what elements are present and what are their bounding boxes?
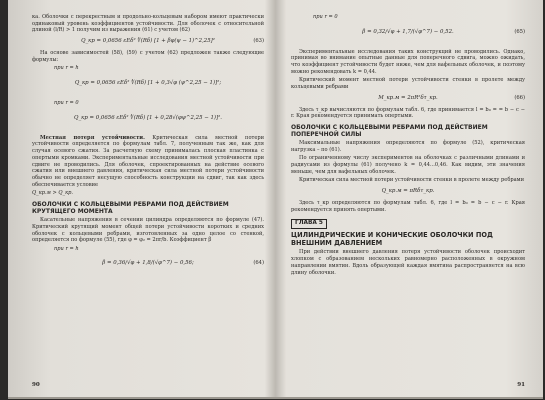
equation-number: (66) [514,94,525,101]
paragraph: Здесь τ_кр вычисляются по формулам табл. 6, где принимается l = b₀ = = b − c − r. Края рекомендуется принимать опертыми. [291,106,525,120]
paragraph: Здесь τ_кр определяются по формулам табл. 6, где l = b₀ = b − c − r. Края рекомендуется принять опертыми. [291,199,525,213]
paragraph: При действии внешнего давления потеря устойчивости оболочек происходит хлопком с образованием нескольких равномерно расположенных в окружном направлении вмятин. Вдоль образующей каждая вмятина распространяется на всю длину оболочки. [291,249,525,276]
chapter-label: ГЛАВА 5 [291,219,327,229]
formula-expression: Q_кр = 0,0656 εEδ² ∜(Rδ) [1 + βφ(ψ − 1)^2,25]² [81,38,215,45]
page-number: 90 [32,381,40,388]
paragraph: На основе зависимостей (58), (59) с учетом (62) предложен также следующие формулы: [32,50,264,63]
page-number: 91 [517,381,525,388]
condition-label: при r = h [54,65,79,72]
formula-expression: β = 0,32/√φ + 1,7/(√φ^7) − 0,52. [362,28,454,35]
formula-67 [291,186,525,198]
formula-64 [32,254,264,278]
formula-r-eq-0 [32,109,264,133]
equation-number: (63) [253,38,264,45]
condition-label: при r = h [54,245,79,252]
paragraph: Экспериментальные исследования таких конструкций не проводились. Однако, принимая во внимание опытные данные для поперечного сдвига, можно ожидать, что коэффициент устойчивости будет ниже, чем для вафельных оболочек, и поэтому можно рекомендовать k = 0,44. [291,48,525,75]
condition-label: при r = 0 [313,14,338,20]
formula-66 [291,93,525,105]
section-heading: ОБОЛОЧКИ С КОЛЬЦЕВЫМИ РЕБРАМИ ПОД ДЕЙСТВИЕМ ПОПЕРЕЧНОЙ СИЛЫ [291,124,488,139]
left-page [14,0,272,397]
formula-r-eq-h [32,74,264,98]
formula-expression: Q_кр = 0,0656 εEδ² ∜(Rδ) [1 + 0,3√φ (ψ^2,25 − 1)]²; [74,79,222,86]
formula-expression: β = 0,36/√φ + 1,8/(√φ^7) − 0,56; [102,260,194,267]
run-in-heading: Местная потеря устойчивости. [40,134,145,141]
formula-65 [291,23,525,47]
equation-number: (65) [514,28,525,35]
paragraph [32,135,264,189]
formula-63 [32,36,264,48]
book-spread [8,0,543,399]
condition-label: при r = 0 [54,99,79,106]
paragraph: ка. Оболочки с перекрестным и продольно-кольцевым набором имеют практически одинаковый уровень коэффициентов устойчивости. Для оболочек с относительной длиной (l/R) > 1 получим из выражения (61) с учетом (62) [32,14,264,34]
equation-number: (64) [253,260,264,267]
paragraph: Критическая сила местной потери устойчивости стенки в пролете между ребрами [299,177,525,184]
formula-expression: M_кр.м = 2πR²δτ_кр. [378,94,438,101]
chapter-title: ЦИЛИНДРИЧЕСКИЕ И КОНИЧЕСКИЕ ОБОЛОЧКИ ПОД ВНЕШНИМ ДАВЛЕНИЕМ [291,230,493,247]
formula-expression: Q_кр.м = πRδτ_кр. [381,187,435,194]
formula-expression: Q_кр = 0,0656 εEδ² ∜(Rδ) [1 + 0,28√(φψ^2,25 − 1)]². [74,114,222,121]
paragraph-text: Критическая сила местной потери устойчивости определяется по формулам табл. 7, полученным так же, как для случая осевого сжатия. За расчетную схему принималась плоская пластинка с опертыми кромками. Экспериментальные исследования местной устойчивости при сдвиге не проводились. Для оболочек, спроектированных на действие осевого сжатия или внешнего давления, критическая сила местной потери устойчивости обычно не определяет несущую способность конструкции на сдвиг, так как здесь обеспечивается условие [32,134,264,188]
paragraph: Критический момент местной потери устойчивости стенки в пролете между кольцевыми ребрами [291,77,525,90]
section-heading: ОБОЛОЧКИ С КОЛЬЦЕВЫМИ РЕБРАМИ ПОД ДЕЙСТВИЕМ КРУТЯЩЕГО МОМЕНТА [32,200,229,215]
condition-inequality: Q_кр.м > Q_кр. [32,189,74,196]
right-page [279,0,541,397]
paragraph: По ограниченному числу экспериментов на оболочках с различными длинами и радиусами из формулы (61) получено k = 0,44...0,46. Как видим, эти значения меньше, чем для вафельных оболочек. [291,155,525,175]
paragraph: Максимальные напряжения определяются по формуле (52), критическая нагрузка – по (61). [291,140,525,154]
paragraph: Касательные напряжения в сечении цилиндра определяются по формуле (47). Критический крутящий момент общей потери устойчивости коротких и средних оболочек с кольцевыми ребрами, изготовленных за одно целое со стенкой, определяется по формуле (55), где φ = φ₂ = 2πr/b. Коэффициент β [32,217,264,244]
